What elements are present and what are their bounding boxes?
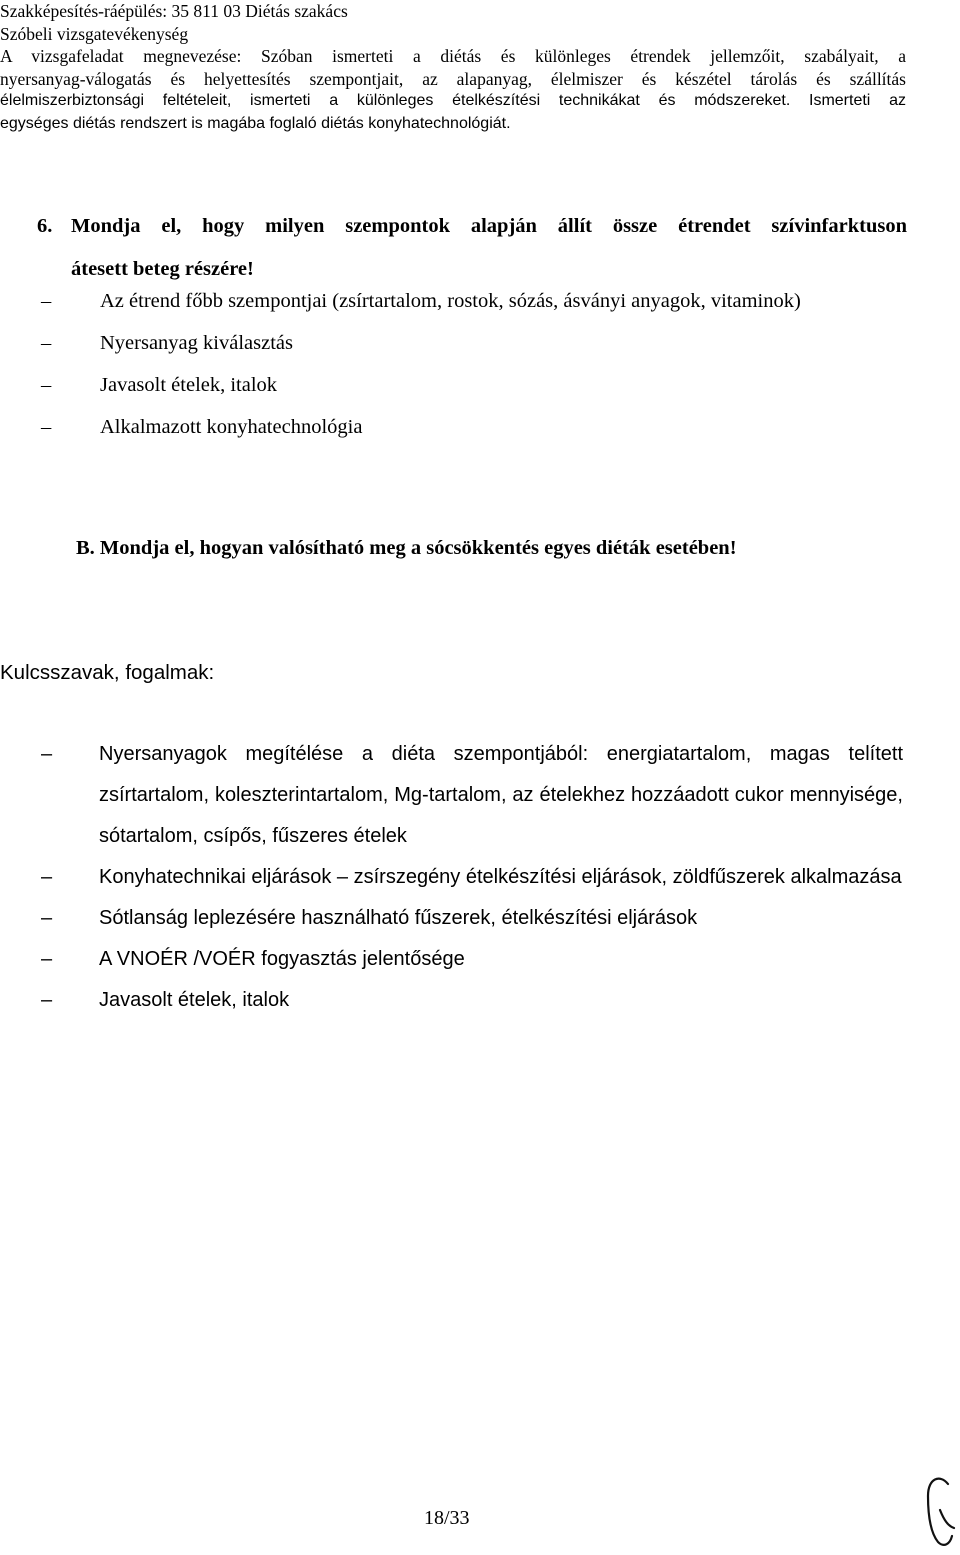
keywords-title: Kulcsszavak, fogalmak: — [0, 661, 215, 684]
page-number: 18/33 — [424, 1507, 470, 1529]
list-item: – Konyhatechnikai eljárások – zsírszegény ételkészítési eljárások, zöldfűszerek alkalmazása — [37, 857, 903, 898]
dash-bullet: – — [41, 374, 52, 396]
dash-bullet: – — [41, 948, 53, 970]
question-topic-list — [37, 280, 857, 448]
list-item: – A VNOÉR /VOÉR fogyasztás jelentősége — [37, 939, 903, 980]
question-title — [37, 205, 907, 291]
dash-bullet: – — [41, 907, 53, 929]
list-item: – Sótlanság leplezésére használható fűszerek, ételkészítési eljárások — [37, 898, 903, 939]
question-b: B. Mondja el, hogyan valósítható meg a sócsökkentés egyes diéták esetében! — [76, 537, 737, 559]
question-title-line-1: Mondja el, hogy milyen szempontok alapján állít össze étrendet szívinfarktuson — [71, 215, 907, 237]
dash-bullet: – — [41, 332, 52, 354]
dash-bullet: – — [41, 866, 53, 888]
list-item: – Javasolt ételek, italok — [37, 980, 903, 1021]
list-item: – Javasolt ételek, italok — [37, 364, 857, 406]
header-exam-type: Szóbeli vizsgatevékenység — [0, 23, 189, 44]
header-task-line-4: egységes diétás rendszert is magába foglaló diétás konyhatechnológiát. — [0, 114, 511, 132]
dash-bullet: – — [41, 743, 53, 765]
keywords-list — [37, 734, 903, 1021]
header-task-line-2: nyersanyag-válogatás és helyettesítés szempontjait, az alapanyag, élelmiszer és készétel tárolás és szállítás — [0, 68, 906, 89]
header-qualification: Szakképesítés-ráépülés: 35 811 03 Diétás szakács — [0, 1, 348, 21]
question-number: 6. — [37, 215, 53, 237]
list-item: – Alkalmazott konyhatechnológia — [37, 406, 857, 448]
dash-bullet: – — [41, 989, 53, 1011]
header-task-line-1: A vizsgafeladat megnevezése: Szóban ismerteti a diétás és különleges étrendek jellemzőit, szabályait, a — [0, 46, 906, 66]
dash-bullet: – — [41, 290, 52, 312]
list-item: – Az étrend főbb szempontjai (zsírtartalom, rostok, sózás, ásványi anyagok, vitaminok) — [37, 280, 857, 322]
header-task-line-3: élelmiszerbiztonsági feltételeit, ismerteti a különleges ételkészítési technikákat és módszereket. Ismerteti az — [0, 92, 906, 109]
dash-bullet: – — [41, 416, 52, 438]
list-item: – Nyersanyag kiválasztás — [37, 322, 857, 364]
list-item: – Nyersanyagok megítélése a diéta szempontjából: energiatartalom, magas telített zsírtartalom, koleszterintartalom, Mg-tartalom, az ételekhez hozzáadott cukor mennyisége, sótartalom, csípős, fűszeres ételek — [37, 734, 903, 857]
document-header — [0, 0, 906, 135]
handwritten-signature — [918, 1470, 958, 1550]
question-title-line-2: átesett beteg részére! — [71, 258, 254, 280]
